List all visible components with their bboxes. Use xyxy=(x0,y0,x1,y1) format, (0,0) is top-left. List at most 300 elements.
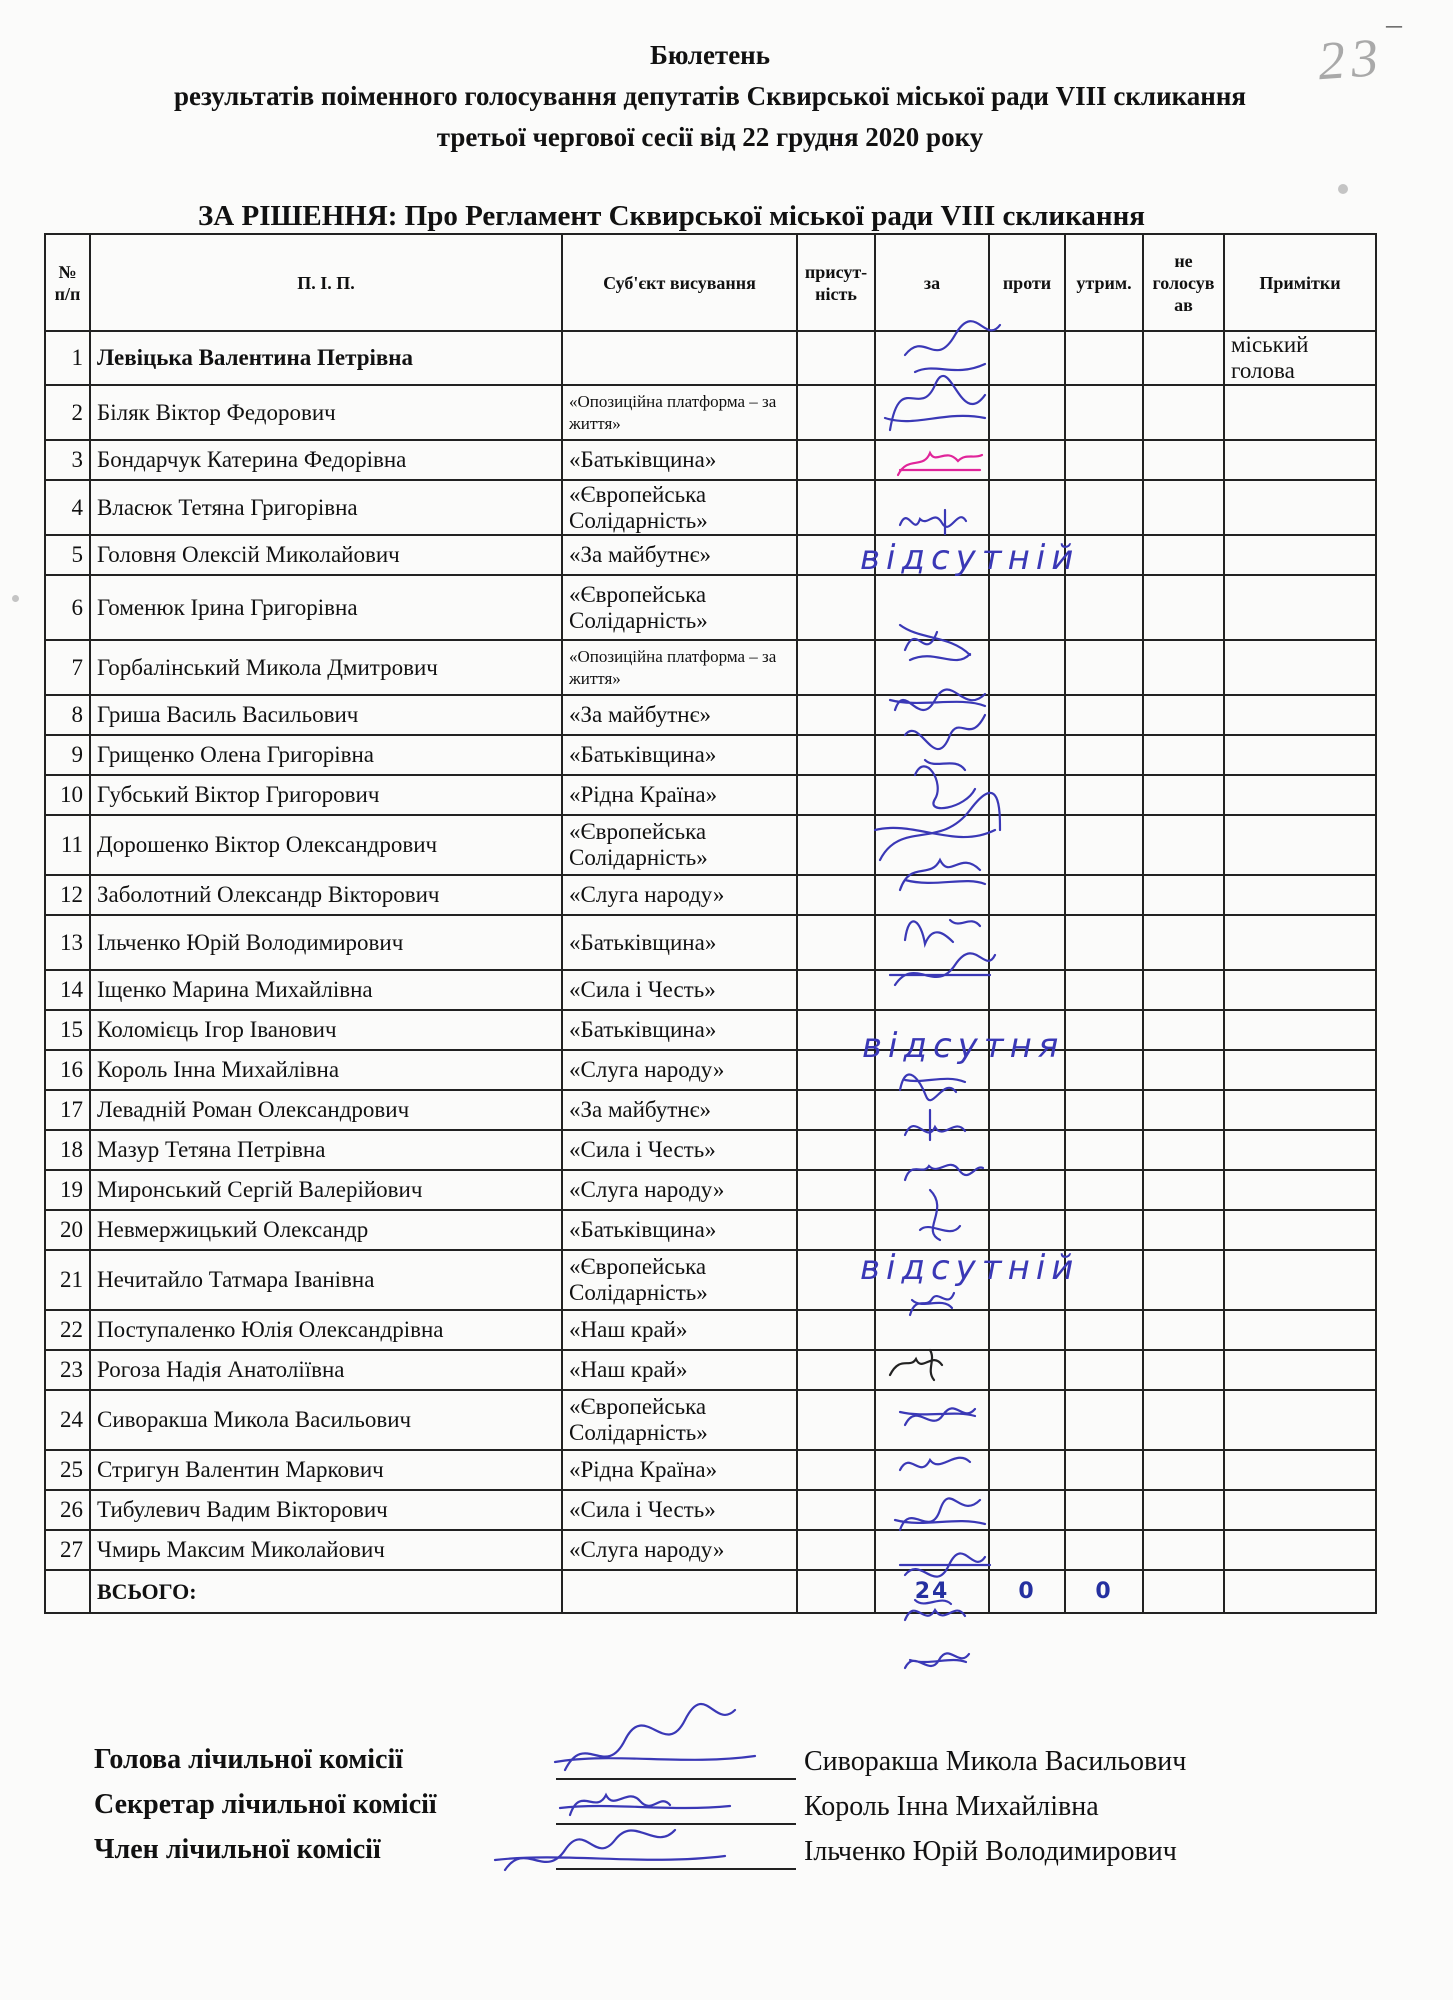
nominating-party: «Рідна Країна» xyxy=(562,1450,797,1490)
note-cell xyxy=(1224,1390,1376,1450)
deputy-name: Левіцька Валентина Петрівна xyxy=(90,331,562,385)
note-cell xyxy=(1224,875,1376,915)
table-row xyxy=(45,1210,1376,1250)
vote-against-cell xyxy=(989,480,1065,535)
note-cell xyxy=(1224,1490,1376,1530)
deputy-name: Ільченко Юрій Володимирович xyxy=(90,915,562,970)
deputy-name: Бондарчук Катерина Федорівна xyxy=(90,440,562,480)
row-number: 3 xyxy=(45,440,90,480)
table-row xyxy=(45,875,1376,915)
table-row xyxy=(45,1050,1376,1090)
not-voted-cell xyxy=(1143,1210,1224,1250)
col-notes-header: Примітки xyxy=(1224,234,1376,331)
nominating-party: «Рідна Країна» xyxy=(562,775,797,815)
present-cell xyxy=(797,735,875,775)
deputy-name: Гриша Василь Васильович xyxy=(90,695,562,735)
row-number: 22 xyxy=(45,1310,90,1350)
nominating-party: «Батьківщина» xyxy=(562,735,797,775)
row-number: 5 xyxy=(45,535,90,575)
vote-abstain-cell xyxy=(1065,1210,1143,1250)
not-voted-cell xyxy=(1143,695,1224,735)
row-number: 24 xyxy=(45,1390,90,1450)
vote-for-cell xyxy=(875,331,989,385)
vote-for-cell xyxy=(875,1350,989,1390)
note-cell xyxy=(1224,480,1376,535)
not-voted-cell xyxy=(1143,640,1224,695)
note-cell xyxy=(1224,1250,1376,1310)
present-cell xyxy=(797,915,875,970)
col-abstain-header: утрим. xyxy=(1065,234,1143,331)
deputy-name: Гоменюк Ірина Григорівна xyxy=(90,575,562,640)
vote-against-cell xyxy=(989,1350,1065,1390)
not-voted-cell xyxy=(1143,1170,1224,1210)
not-voted-cell xyxy=(1143,1490,1224,1530)
vote-abstain-cell xyxy=(1065,875,1143,915)
table-row xyxy=(45,1170,1376,1210)
row-number: 18 xyxy=(45,1130,90,1170)
nominating-party: «Опозиційна платформа – за життя» xyxy=(562,385,797,440)
row-number: 21 xyxy=(45,1250,90,1310)
vote-for-cell xyxy=(875,1090,989,1130)
deputy-name: Стригун Валентин Маркович xyxy=(90,1450,562,1490)
nominating-party: «Слуга народу» xyxy=(562,1050,797,1090)
deputy-name: Заболотний Олександр Вікторович xyxy=(90,875,562,915)
vote-abstain-cell xyxy=(1065,1090,1143,1130)
row-number: 17 xyxy=(45,1090,90,1130)
note-cell xyxy=(1224,1170,1376,1210)
present-cell xyxy=(797,1490,875,1530)
commission-role: Секретар лічильної комісії xyxy=(94,1789,437,1820)
vote-abstain-cell xyxy=(1065,640,1143,695)
scan-speck xyxy=(1338,184,1348,194)
vote-for-cell xyxy=(875,970,989,1010)
total-empty-cell xyxy=(45,1570,90,1613)
note-cell xyxy=(1224,1210,1376,1250)
note-cell xyxy=(1224,640,1376,695)
table-row xyxy=(45,535,1376,575)
not-voted-cell xyxy=(1143,440,1224,480)
present-cell xyxy=(797,640,875,695)
vote-abstain-cell xyxy=(1065,1450,1143,1490)
note-cell xyxy=(1224,1050,1376,1090)
nominating-party: «Сила і Честь» xyxy=(562,970,797,1010)
vote-against-cell xyxy=(989,1170,1065,1210)
vote-against-cell xyxy=(989,915,1065,970)
vote-for-cell xyxy=(875,1130,989,1170)
not-voted-cell xyxy=(1143,1250,1224,1310)
row-number: 1 xyxy=(45,331,90,385)
deputy-name: Король Інна Михайлівна xyxy=(90,1050,562,1090)
present-cell xyxy=(797,440,875,480)
nominating-party: «За майбутнє» xyxy=(562,1090,797,1130)
total-against: 0 xyxy=(989,1570,1065,1613)
commission-row xyxy=(94,1744,1344,1788)
deputy-name: Коломієць Ігор Іванович xyxy=(90,1010,562,1050)
vote-for-cell xyxy=(875,385,989,440)
note-cell xyxy=(1224,915,1376,970)
col-num-header: № п/п xyxy=(45,234,90,331)
note-cell xyxy=(1224,1090,1376,1130)
total-abstain: 0 xyxy=(1065,1570,1143,1613)
document-title: Бюлетень xyxy=(649,40,771,70)
row-number: 15 xyxy=(45,1010,90,1050)
table-row xyxy=(45,1250,1376,1310)
vote-for-cell xyxy=(875,1170,989,1210)
deputy-name: Біляк Віктор Федорович xyxy=(90,385,562,440)
absent-note-14: відсутня xyxy=(862,1026,1065,1066)
table-row xyxy=(45,1130,1376,1170)
deputy-name: Грищенко Олена Григорівна xyxy=(90,735,562,775)
vote-abstain-cell xyxy=(1065,1350,1143,1390)
not-voted-cell xyxy=(1143,915,1224,970)
vote-abstain-cell xyxy=(1065,815,1143,875)
present-cell xyxy=(797,331,875,385)
deputy-name: Тибулевич Вадим Вікторович xyxy=(90,1490,562,1530)
nominating-party: «Сила і Честь» xyxy=(562,1490,797,1530)
total-empty-cell xyxy=(797,1570,875,1613)
table-row xyxy=(45,1490,1376,1530)
row-number: 13 xyxy=(45,915,90,970)
vote-for-cell xyxy=(875,915,989,970)
vote-abstain-cell xyxy=(1065,1530,1143,1570)
commission-member-name: Король Інна Михайлівна xyxy=(804,1791,1099,1822)
not-voted-cell xyxy=(1143,970,1224,1010)
not-voted-cell xyxy=(1143,735,1224,775)
nominating-party: «Батьківщина» xyxy=(562,915,797,970)
nominating-party: «За майбутнє» xyxy=(562,695,797,735)
nominating-party: «Європейська Солідарність» xyxy=(562,575,797,640)
vote-against-cell xyxy=(989,1530,1065,1570)
vote-abstain-cell xyxy=(1065,775,1143,815)
present-cell xyxy=(797,815,875,875)
vote-abstain-cell xyxy=(1065,1310,1143,1350)
vote-against-cell xyxy=(989,640,1065,695)
table-row xyxy=(45,735,1376,775)
vote-rows xyxy=(45,331,1376,1570)
vote-against-cell xyxy=(989,1210,1065,1250)
vote-against-cell xyxy=(989,775,1065,815)
nominating-party: «Слуга народу» xyxy=(562,1530,797,1570)
vote-abstain-cell xyxy=(1065,1490,1143,1530)
row-number: 7 xyxy=(45,640,90,695)
col-not-voted-header: не голосув ав xyxy=(1143,234,1224,331)
nominating-party: «Європейська Солідарність» xyxy=(562,1250,797,1310)
deputy-name: Поступаленко Юлія Олександрівна xyxy=(90,1310,562,1350)
commission-member-name: Сиворакша Микола Васильович xyxy=(804,1746,1187,1777)
handwritten-page-number: 23 xyxy=(1315,26,1387,92)
vote-abstain-cell xyxy=(1065,575,1143,640)
present-cell xyxy=(797,385,875,440)
note-cell xyxy=(1224,815,1376,875)
col-for-header: за xyxy=(875,234,989,331)
present-cell xyxy=(797,1390,875,1450)
note-cell xyxy=(1224,735,1376,775)
total-label: ВСЬОГО: xyxy=(90,1570,562,1613)
nominating-party: «Наш край» xyxy=(562,1350,797,1390)
vote-abstain-cell xyxy=(1065,1130,1143,1170)
note-cell xyxy=(1224,970,1376,1010)
row-number: 9 xyxy=(45,735,90,775)
session-line: третьої чергової сесії від 22 грудня 2020 року xyxy=(436,122,984,152)
col-against-header: проти xyxy=(989,234,1065,331)
vote-for-cell xyxy=(875,1450,989,1490)
signature-line xyxy=(556,1778,796,1780)
vote-for-cell xyxy=(875,1210,989,1250)
deputy-name: Нечитайло Татмара Іванівна xyxy=(90,1250,562,1310)
row-number: 14 xyxy=(45,970,90,1010)
not-voted-cell xyxy=(1143,535,1224,575)
table-row xyxy=(45,815,1376,875)
commission-role: Член лічильної комісії xyxy=(94,1834,381,1865)
col-present-header: присут-ність xyxy=(797,234,875,331)
table-row xyxy=(45,695,1376,735)
table-row xyxy=(45,1350,1376,1390)
vote-against-cell xyxy=(989,970,1065,1010)
nominating-party: «Європейська Солідарність» xyxy=(562,480,797,535)
not-voted-cell xyxy=(1143,1350,1224,1390)
row-number: 2 xyxy=(45,385,90,440)
table-row xyxy=(45,1090,1376,1130)
total-row xyxy=(45,1570,1376,1613)
commission-row xyxy=(94,1789,1344,1833)
table-row xyxy=(45,1390,1376,1450)
vote-against-cell xyxy=(989,1090,1065,1130)
vote-against-cell xyxy=(989,1310,1065,1350)
vote-for-cell xyxy=(875,575,989,640)
vote-against-cell xyxy=(989,1390,1065,1450)
present-cell xyxy=(797,1170,875,1210)
present-cell xyxy=(797,1130,875,1170)
vote-against-cell xyxy=(989,815,1065,875)
table-row xyxy=(45,331,1376,385)
vote-for-cell xyxy=(875,695,989,735)
vote-against-cell xyxy=(989,695,1065,735)
present-cell xyxy=(797,695,875,735)
vote-for-cell xyxy=(875,775,989,815)
table-row xyxy=(45,1310,1376,1350)
table-row xyxy=(45,385,1376,440)
table-row xyxy=(45,1530,1376,1570)
note-cell xyxy=(1224,385,1376,440)
deputy-name: Іщенко Марина Михайлівна xyxy=(90,970,562,1010)
deputy-name: Сиворакша Микола Васильович xyxy=(90,1390,562,1450)
vote-against-cell xyxy=(989,735,1065,775)
nominating-party: «За майбутнє» xyxy=(562,535,797,575)
deputy-name: Власюк Тетяна Григорівна xyxy=(90,480,562,535)
not-voted-cell xyxy=(1143,480,1224,535)
nominating-party: «Слуга народу» xyxy=(562,875,797,915)
nominating-party: «Батьківщина» xyxy=(562,440,797,480)
row-number: 8 xyxy=(45,695,90,735)
not-voted-cell xyxy=(1143,1530,1224,1570)
total-for: 24 xyxy=(875,1570,989,1613)
nominating-party xyxy=(562,331,797,385)
vote-abstain-cell xyxy=(1065,1050,1143,1090)
vote-abstain-cell xyxy=(1065,385,1143,440)
present-cell xyxy=(797,875,875,915)
row-number: 12 xyxy=(45,875,90,915)
vote-for-cell xyxy=(875,1310,989,1350)
vote-abstain-cell xyxy=(1065,1390,1143,1450)
note-cell xyxy=(1224,775,1376,815)
commission-row xyxy=(94,1834,1344,1878)
not-voted-cell xyxy=(1143,1130,1224,1170)
note-cell xyxy=(1224,1310,1376,1350)
commission-role: Голова лічильної комісії xyxy=(94,1744,404,1775)
present-cell xyxy=(797,1450,875,1490)
present-cell xyxy=(797,1350,875,1390)
not-voted-cell xyxy=(1143,775,1224,815)
not-voted-cell xyxy=(1143,331,1224,385)
vote-for-cell xyxy=(875,1490,989,1530)
row-number: 27 xyxy=(45,1530,90,1570)
total-empty-cell xyxy=(562,1570,797,1613)
col-party-header: Суб'єкт висування xyxy=(562,234,797,331)
vote-abstain-cell xyxy=(1065,1170,1143,1210)
vote-against-cell xyxy=(989,875,1065,915)
row-number: 4 xyxy=(45,480,90,535)
table-row xyxy=(45,575,1376,640)
total-empty-cell xyxy=(1224,1570,1376,1613)
absent-note-19: відсутній xyxy=(860,1248,1080,1288)
vote-abstain-cell xyxy=(1065,970,1143,1010)
nominating-party: «Сила і Честь» xyxy=(562,1130,797,1170)
total-empty-cell xyxy=(1143,1570,1224,1613)
not-voted-cell xyxy=(1143,1090,1224,1130)
deputy-name: Невмержицький Олександр xyxy=(90,1210,562,1250)
vote-against-cell xyxy=(989,1450,1065,1490)
deputy-name: Чмирь Максим Миколайович xyxy=(90,1530,562,1570)
vote-for-cell xyxy=(875,480,989,535)
deputy-name: Горбалінський Микола Дмитрович xyxy=(90,640,562,695)
deputy-name: Миронський Сергій Валерійович xyxy=(90,1170,562,1210)
note-cell xyxy=(1224,1530,1376,1570)
not-voted-cell xyxy=(1143,575,1224,640)
present-cell xyxy=(797,970,875,1010)
table-row xyxy=(45,915,1376,970)
vote-for-cell xyxy=(875,735,989,775)
note-cell xyxy=(1224,1130,1376,1170)
commission-member-name: Ільченко Юрій Володимирович xyxy=(804,1836,1177,1867)
row-number: 6 xyxy=(45,575,90,640)
table-row xyxy=(45,775,1376,815)
table-row xyxy=(45,640,1376,695)
not-voted-cell xyxy=(1143,1450,1224,1490)
vote-for-cell xyxy=(875,1390,989,1450)
present-cell xyxy=(797,775,875,815)
present-cell xyxy=(797,1210,875,1250)
row-number: 10 xyxy=(45,775,90,815)
row-number: 26 xyxy=(45,1490,90,1530)
vote-for-cell xyxy=(875,640,989,695)
absent-note-5: відсутній xyxy=(860,538,1080,578)
deputy-name: Головня Олексій Миколайович xyxy=(90,535,562,575)
vote-against-cell xyxy=(989,1490,1065,1530)
note-cell xyxy=(1224,535,1376,575)
present-cell xyxy=(797,575,875,640)
corner-mark: — xyxy=(1385,16,1403,37)
table-header-row xyxy=(45,234,1376,331)
signature-line xyxy=(556,1823,796,1825)
not-voted-cell xyxy=(1143,1050,1224,1090)
nominating-party: «Слуга народу» xyxy=(562,1170,797,1210)
not-voted-cell xyxy=(1143,1390,1224,1450)
vote-for-cell xyxy=(875,440,989,480)
scan-speck xyxy=(12,595,19,602)
deputy-name: Дорошенко Віктор Олександрович xyxy=(90,815,562,875)
not-voted-cell xyxy=(1143,385,1224,440)
row-number: 25 xyxy=(45,1450,90,1490)
row-number: 19 xyxy=(45,1170,90,1210)
vote-for-cell xyxy=(875,875,989,915)
vote-abstain-cell xyxy=(1065,1010,1143,1050)
present-cell xyxy=(797,480,875,535)
document-subtitle: результатів поіменного голосування депутатів Сквирської міської ради VIII скликання xyxy=(173,81,1247,111)
nominating-party: «Європейська Солідарність» xyxy=(562,1390,797,1450)
vote-for-cell xyxy=(875,1530,989,1570)
vote-abstain-cell xyxy=(1065,480,1143,535)
vote-for-cell xyxy=(875,815,989,875)
row-number: 11 xyxy=(45,815,90,875)
decision-title: ЗА РІШЕННЯ: Про Регламент Сквирської міської ради VIII скликання xyxy=(198,200,1145,232)
deputy-name: Рогоза Надія Анатоліївна xyxy=(90,1350,562,1390)
vote-against-cell xyxy=(989,1130,1065,1170)
present-cell xyxy=(797,1090,875,1130)
vote-abstain-cell xyxy=(1065,695,1143,735)
note-cell xyxy=(1224,1450,1376,1490)
vote-table xyxy=(44,233,1377,1614)
present-cell xyxy=(797,1530,875,1570)
note-cell xyxy=(1224,575,1376,640)
vote-against-cell xyxy=(989,385,1065,440)
nominating-party: «Батьківщина» xyxy=(562,1210,797,1250)
note-cell xyxy=(1224,1010,1376,1050)
row-number: 20 xyxy=(45,1210,90,1250)
deputy-name: Губський Віктор Григорович xyxy=(90,775,562,815)
table-row xyxy=(45,970,1376,1010)
not-voted-cell xyxy=(1143,875,1224,915)
col-name-header: П. І. П. xyxy=(90,234,562,331)
not-voted-cell xyxy=(1143,1010,1224,1050)
table-row xyxy=(45,440,1376,480)
note-cell xyxy=(1224,695,1376,735)
deputy-name: Левадній Роман Олександрович xyxy=(90,1090,562,1130)
table-row xyxy=(45,1450,1376,1490)
vote-against-cell xyxy=(989,575,1065,640)
table-row xyxy=(45,1010,1376,1050)
row-number: 23 xyxy=(45,1350,90,1390)
vote-against-cell xyxy=(989,331,1065,385)
nominating-party: «Наш край» xyxy=(562,1310,797,1350)
vote-against-cell xyxy=(989,440,1065,480)
note-cell: міський голова xyxy=(1224,331,1376,385)
note-cell xyxy=(1224,440,1376,480)
row-number: 16 xyxy=(45,1050,90,1090)
vote-abstain-cell xyxy=(1065,735,1143,775)
note-cell xyxy=(1224,1350,1376,1390)
vote-abstain-cell xyxy=(1065,331,1143,385)
deputy-name: Мазур Тетяна Петрівна xyxy=(90,1130,562,1170)
not-voted-cell xyxy=(1143,815,1224,875)
vote-abstain-cell xyxy=(1065,915,1143,970)
present-cell xyxy=(797,1310,875,1350)
nominating-party: «Європейська Солідарність» xyxy=(562,815,797,875)
nominating-party: «Опозиційна платформа – за життя» xyxy=(562,640,797,695)
vote-abstain-cell xyxy=(1065,440,1143,480)
nominating-party: «Батьківщина» xyxy=(562,1010,797,1050)
table-row xyxy=(45,480,1376,535)
signature-line xyxy=(556,1868,796,1870)
